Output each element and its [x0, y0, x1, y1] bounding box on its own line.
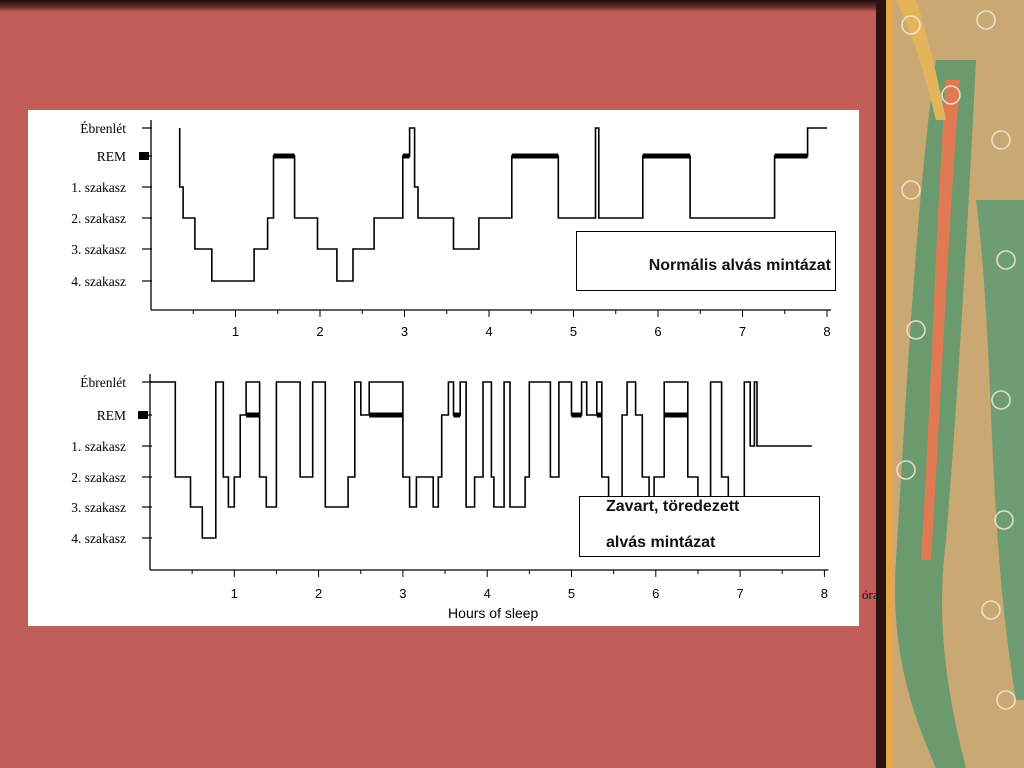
- disrupted-pattern-caption-line-1: Zavart, töredezett: [606, 498, 740, 515]
- y-stage-label: 2. szakasz: [71, 470, 126, 485]
- x-tick-label: 2: [316, 324, 324, 339]
- x-tick-label: 8: [820, 586, 829, 601]
- x-tick-label: 7: [738, 324, 747, 339]
- x-tick-label: 3: [399, 586, 407, 601]
- y-stage-label: REM: [96, 408, 126, 423]
- y-stage-label: REM: [96, 149, 126, 164]
- y-stage-label: 2. szakasz: [71, 211, 126, 226]
- x-tick-label: 1: [231, 324, 240, 339]
- slide-top-border: [0, 0, 880, 12]
- y-stage-label: Ébrenlét: [80, 121, 126, 136]
- decorative-side-panel: [876, 0, 1024, 768]
- x-tick-label: 1: [230, 586, 238, 601]
- x-tick-label: 6: [654, 324, 662, 339]
- y-stage-label: Ébrenlét: [80, 375, 126, 390]
- normal-pattern-caption-box: [576, 231, 836, 291]
- x-tick-label: 2: [314, 586, 323, 601]
- x-tick-label: 5: [567, 586, 576, 601]
- x-axis-title: Hours of sleep: [448, 605, 539, 621]
- rem-axis-marker: [138, 411, 148, 419]
- x-tick-label: 4: [485, 324, 493, 339]
- disrupted-pattern-caption-box: [579, 496, 820, 557]
- normal-sleep-chart: [71, 120, 831, 339]
- x-tick-label: 3: [400, 324, 409, 339]
- y-stage-label: 3. szakasz: [71, 500, 126, 515]
- y-stage-label: 3. szakasz: [71, 242, 126, 257]
- x-tick-label: 8: [823, 324, 831, 339]
- y-stage-label: 4. szakasz: [71, 274, 126, 289]
- x-tick-label: 5: [569, 324, 578, 339]
- y-stage-label: 1. szakasz: [71, 180, 126, 195]
- floral-decoration: [876, 0, 1024, 768]
- normal-pattern-caption: Normális alvás mintázat: [648, 257, 831, 274]
- x-tick-label: 7: [736, 586, 744, 601]
- x-tick-label: 6: [652, 586, 660, 601]
- x-tick-label: 4: [483, 586, 491, 601]
- hours-unit-label: óra: [862, 587, 879, 602]
- rem-axis-marker: [139, 152, 149, 160]
- y-stage-label: 4. szakasz: [71, 531, 126, 546]
- disrupted-pattern-caption-line-2: alvás mintázat: [606, 534, 716, 551]
- y-stage-label: 1. szakasz: [71, 439, 126, 454]
